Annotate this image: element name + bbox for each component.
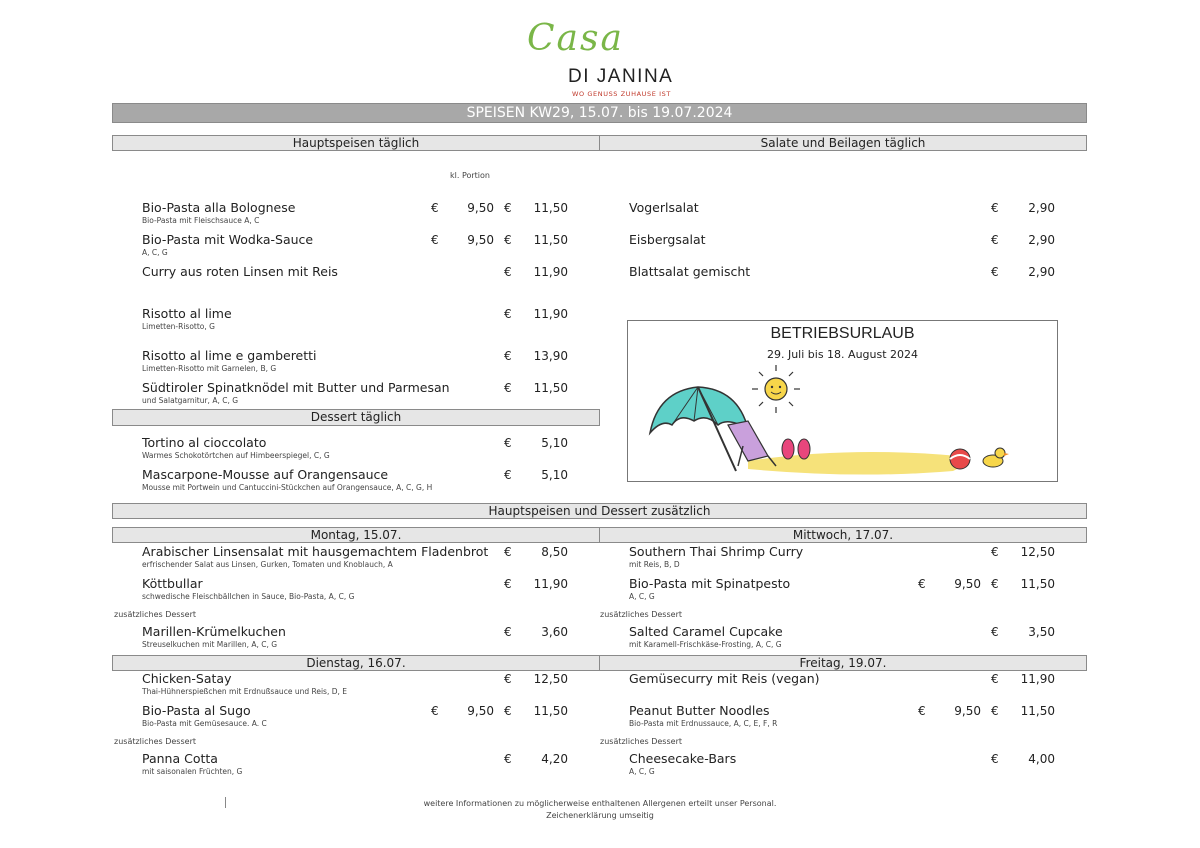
main-daily-item bbox=[142, 348, 317, 373]
item-description: Warmes Schokotörtchen auf Himbeerspiegel, C, G bbox=[142, 451, 330, 460]
vacation-notice bbox=[627, 320, 1058, 482]
item-price: 4,00 bbox=[1028, 752, 1055, 766]
main-daily-item bbox=[142, 232, 313, 257]
item-description: und Salatgarnitur, A, C, G bbox=[142, 396, 239, 405]
logo-tagline: WO GENUSS ZUHAUSE IST bbox=[572, 90, 671, 98]
extra-dessert-label: zusätzliches Dessert bbox=[600, 610, 682, 619]
item-name: Bio-Pasta mit Wodka-Sauce bbox=[142, 232, 314, 247]
special-dessert-monday bbox=[142, 624, 286, 649]
footer-allergen-info: weitere Informationen zu möglicherweise enthaltenen Allergenen erteilt unser Personal. bbox=[423, 799, 777, 808]
main-daily-item bbox=[142, 200, 295, 225]
item-name: Bio-Pasta mit Spinatpesto bbox=[629, 576, 791, 591]
item-name: Panna Cotta bbox=[142, 751, 218, 766]
item-price: 11,50 bbox=[1020, 577, 1055, 591]
currency-symbol: € bbox=[504, 307, 512, 321]
currency-symbol: € bbox=[991, 625, 999, 639]
item-description: schwedische Fleischbällchen in Sauce, Bio-Pasta, A, C, G bbox=[142, 592, 355, 601]
item-description: A, C, G bbox=[142, 248, 168, 257]
day-header-tuesday bbox=[112, 655, 600, 671]
currency-symbol: € bbox=[431, 201, 439, 215]
extra-dessert-label: zusätzliches Dessert bbox=[114, 737, 196, 746]
item-name: Bio-Pasta al Sugo bbox=[142, 703, 251, 718]
item-price: 5,10 bbox=[541, 468, 568, 482]
item-name: Peanut Butter Noodles bbox=[629, 703, 770, 718]
item-name: Blattsalat gemischt bbox=[629, 264, 751, 279]
main-daily-item bbox=[142, 306, 232, 331]
item-name: Risotto al lime bbox=[142, 306, 232, 321]
dessert-daily-header bbox=[112, 409, 600, 426]
salad-item bbox=[629, 264, 750, 279]
main-daily-header bbox=[112, 135, 600, 151]
item-name: Southern Thai Shrimp Curry bbox=[629, 544, 804, 559]
item-description: Bio-Pasta mit Gemüsesauce. A. C bbox=[142, 719, 267, 728]
currency-symbol: € bbox=[991, 704, 999, 718]
item-price: 4,20 bbox=[541, 752, 568, 766]
vacation-dates: 29. Juli bis 18. August 2024 bbox=[766, 348, 919, 361]
special-item-wednesday bbox=[629, 544, 803, 569]
special-item-monday bbox=[142, 576, 354, 601]
item-description: Bio-Pasta mit Fleischsauce A, C bbox=[142, 216, 260, 225]
currency-symbol: € bbox=[504, 201, 512, 215]
currency-symbol: € bbox=[431, 233, 439, 247]
small-portion-label: kl. Portion bbox=[450, 171, 490, 180]
menu-title: SPEISEN KW29, 15.07. bis 19.07.2024 bbox=[466, 105, 733, 121]
day-label-wednesday: Mittwoch, 17.07. bbox=[792, 528, 894, 542]
item-price: 11,50 bbox=[1020, 704, 1055, 718]
currency-symbol: € bbox=[918, 704, 926, 718]
day-header-friday bbox=[599, 655, 1087, 671]
small-portion-price: 9,50 bbox=[467, 704, 494, 718]
currency-symbol: € bbox=[504, 625, 512, 639]
item-price: 2,90 bbox=[1028, 233, 1055, 247]
item-description: Streuselkuchen mit Marillen, A, C, G bbox=[142, 640, 278, 649]
logo-casa: Casa bbox=[527, 18, 624, 59]
item-name: Eisbergsalat bbox=[629, 232, 706, 247]
item-price: 12,50 bbox=[533, 672, 568, 686]
item-name: Curry aus roten Linsen mit Reis bbox=[142, 264, 338, 279]
item-description: mit Reis, B, D bbox=[629, 560, 680, 569]
item-price: 12,50 bbox=[1020, 545, 1055, 559]
item-name: Tortino al cioccolato bbox=[142, 435, 267, 450]
currency-symbol: € bbox=[991, 233, 999, 247]
currency-symbol: € bbox=[504, 233, 512, 247]
item-price: 11,50 bbox=[533, 704, 568, 718]
salads-daily-header bbox=[599, 135, 1087, 151]
item-name: Mascarpone-Mousse auf Orangensauce bbox=[142, 467, 389, 482]
currency-symbol: € bbox=[504, 265, 512, 279]
item-name: Gemüsecurry mit Reis (vegan) bbox=[629, 671, 820, 686]
item-price: 3,50 bbox=[1028, 625, 1055, 639]
extra-header-label: Hauptspeisen und Dessert zusätzlich bbox=[488, 504, 711, 518]
currency-symbol: € bbox=[918, 577, 926, 591]
vacation-title: BETRIEBSURLAUB bbox=[770, 325, 915, 342]
item-price: 13,90 bbox=[533, 349, 568, 363]
item-price: 2,90 bbox=[1028, 265, 1055, 279]
item-price: 11,90 bbox=[533, 265, 568, 279]
item-description: Limetten-Risotto mit Garnelen, B, G bbox=[142, 364, 277, 373]
currency-symbol: € bbox=[991, 265, 999, 279]
item-price: 5,10 bbox=[541, 436, 568, 450]
small-portion-price: 9,50 bbox=[954, 577, 981, 591]
special-item-tuesday bbox=[142, 703, 267, 728]
item-price: 11,50 bbox=[533, 233, 568, 247]
currency-symbol: € bbox=[504, 545, 512, 559]
dessert-daily-item bbox=[142, 467, 432, 492]
currency-symbol: € bbox=[504, 468, 512, 482]
currency-symbol: € bbox=[431, 704, 439, 718]
menu-title-bar bbox=[112, 103, 1087, 123]
dessert-daily-header-label: Dessert täglich bbox=[310, 410, 402, 424]
special-dessert-friday bbox=[629, 751, 736, 776]
extra-dessert-label: zusätzliches Dessert bbox=[600, 737, 682, 746]
item-description: Limetten-Risotto, G bbox=[142, 322, 215, 331]
currency-symbol: € bbox=[991, 577, 999, 591]
currency-symbol: € bbox=[504, 349, 512, 363]
beach-illustration bbox=[628, 321, 1057, 481]
extra-header bbox=[112, 503, 1087, 519]
item-name: Arabischer Linsensalat mit hausgemachtem Fladenbrot bbox=[142, 544, 489, 559]
item-name: Marillen-Krümelkuchen bbox=[142, 624, 286, 639]
currency-symbol: € bbox=[504, 381, 512, 395]
item-name: Köttbullar bbox=[142, 576, 203, 591]
day-header-wednesday bbox=[599, 527, 1087, 543]
currency-symbol: € bbox=[991, 545, 999, 559]
currency-symbol: € bbox=[504, 672, 512, 686]
item-price: 11,50 bbox=[533, 201, 568, 215]
special-dessert-tuesday bbox=[142, 751, 242, 776]
day-label-friday: Freitag, 19.07. bbox=[799, 656, 887, 670]
item-name: Südtiroler Spinatknödel mit Butter und Parmesan bbox=[142, 380, 450, 395]
footer-legend-note: Zeichenerklärung umseitig bbox=[546, 811, 654, 820]
item-price: 2,90 bbox=[1028, 201, 1055, 215]
currency-symbol: € bbox=[504, 704, 512, 718]
item-price: 11,90 bbox=[533, 577, 568, 591]
main-daily-item bbox=[142, 380, 450, 405]
logo-name: DI JANINA bbox=[568, 66, 674, 87]
item-name: Risotto al lime e gamberetti bbox=[142, 348, 317, 363]
item-price: 11,90 bbox=[533, 307, 568, 321]
special-item-friday bbox=[629, 671, 820, 686]
item-description: mit saisonalen Früchten, G bbox=[142, 767, 243, 776]
small-portion-price: 9,50 bbox=[467, 233, 494, 247]
item-description: mit Karamell-Frischkäse-Frosting, A, C, G bbox=[629, 640, 782, 649]
currency-symbol: € bbox=[991, 672, 999, 686]
currency-symbol: € bbox=[504, 752, 512, 766]
item-description: erfrischender Salat aus Linsen, Gurken, Tomaten und Knoblauch, A bbox=[142, 560, 393, 569]
item-description: A, C, G bbox=[629, 592, 655, 601]
day-header-monday bbox=[112, 527, 600, 543]
item-description: Mousse mit Portwein und Cantuccini-Stückchen auf Orangensauce, A, C, G, H bbox=[142, 483, 433, 492]
currency-symbol: € bbox=[991, 201, 999, 215]
day-label-monday: Montag, 15.07. bbox=[310, 528, 402, 542]
currency-symbol: € bbox=[504, 436, 512, 450]
extra-dessert-label: zusätzliches Dessert bbox=[114, 610, 196, 619]
special-item-monday bbox=[142, 544, 488, 569]
small-portion-price: 9,50 bbox=[467, 201, 494, 215]
item-price: 11,50 bbox=[533, 381, 568, 395]
special-dessert-wednesday bbox=[629, 624, 783, 649]
salads-daily-header-label: Salate und Beilagen täglich bbox=[760, 136, 926, 150]
item-name: Vogerlsalat bbox=[629, 200, 699, 215]
item-name: Cheesecake-Bars bbox=[629, 751, 737, 766]
small-portion-price: 9,50 bbox=[954, 704, 981, 718]
special-item-wednesday bbox=[629, 576, 790, 601]
item-description: Thai-Hühnerspießchen mit Erdnußsauce und Reis, D, E bbox=[142, 687, 347, 696]
item-name: Salted Caramel Cupcake bbox=[629, 624, 783, 639]
currency-symbol: € bbox=[991, 752, 999, 766]
item-name: Bio-Pasta alla Bolognese bbox=[142, 200, 296, 215]
day-label-tuesday: Dienstag, 16.07. bbox=[306, 656, 406, 670]
salad-item bbox=[629, 232, 706, 247]
item-description: Bio-Pasta mit Erdnussauce, A, C, E, F, R bbox=[629, 719, 778, 728]
main-daily-item bbox=[142, 264, 338, 279]
special-item-friday bbox=[629, 703, 777, 728]
item-price: 3,60 bbox=[541, 625, 568, 639]
main-daily-header-label: Hauptspeisen täglich bbox=[292, 136, 420, 150]
item-description: A, C, G bbox=[629, 767, 655, 776]
special-item-tuesday bbox=[142, 671, 347, 696]
salad-item bbox=[629, 200, 699, 215]
item-price: 11,90 bbox=[1020, 672, 1055, 686]
dessert-daily-item bbox=[142, 435, 330, 460]
currency-symbol: € bbox=[504, 577, 512, 591]
item-price: 8,50 bbox=[541, 545, 568, 559]
item-name: Chicken-Satay bbox=[142, 671, 232, 686]
